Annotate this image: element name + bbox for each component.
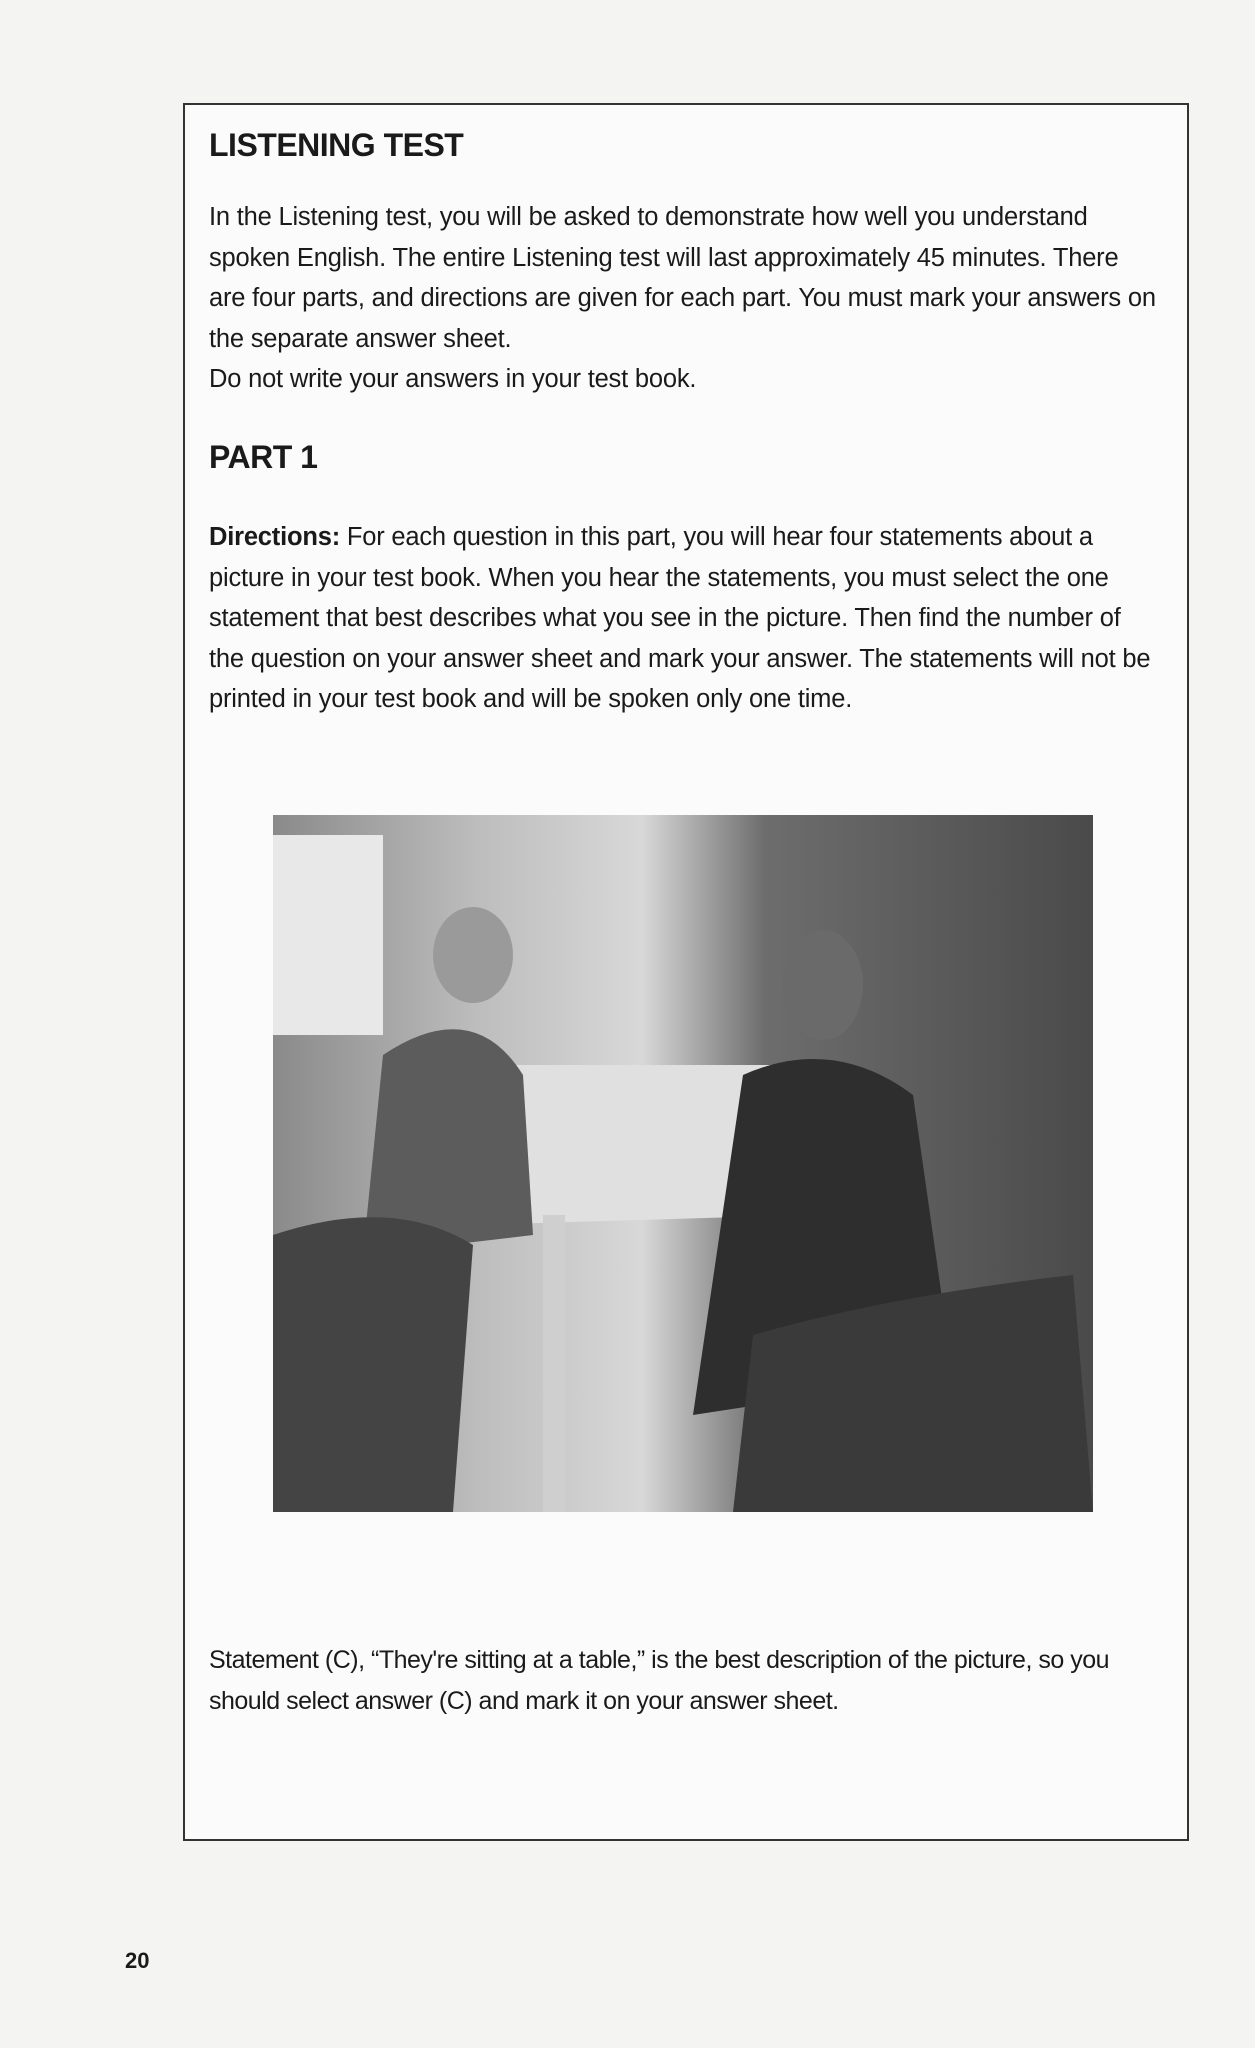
directions-paragraph <box>209 517 1159 720</box>
intro-paragraph: In the Listening test, you will be asked to demonstrate how well you understand spoken English. The entire Listening test will last approximately 45 minutes. There are four parts, and directions are given for each part. You must mark your answers on the separate answer sheet. <box>209 203 1156 353</box>
example-explanation: Statement (C), “They're sitting at a table,” is the best description of the picture, so you should select answer (C) and mark it on your answer sheet. <box>209 1646 1109 1715</box>
directions-label: Directions: <box>209 523 340 551</box>
example-photo <box>273 815 1093 1512</box>
woman-left-head <box>433 907 513 1003</box>
table-leg <box>543 1215 565 1512</box>
listening-test-box <box>183 103 1189 1841</box>
chair-left <box>273 1217 473 1512</box>
part1-title: PART 1 <box>209 439 318 475</box>
flipchart <box>273 835 383 1035</box>
page-number: 20 <box>125 1948 150 1973</box>
listening-test-title: LISTENING TEST <box>209 127 464 163</box>
intro-note: Do not write your answers in your test book. <box>209 365 697 393</box>
photo-two-women-at-table <box>273 815 1093 1512</box>
directions-text: For each question in this part, you will hear four statements about a picture in your test book. When you hear the statements, you must select the one statement that best describes what you see in the picture. Then find the number of the question on your answer sheet and mark your answer. The statements will not be printed in your test book and will be spoken only one time. <box>209 523 1151 713</box>
woman-right-head <box>783 930 863 1040</box>
